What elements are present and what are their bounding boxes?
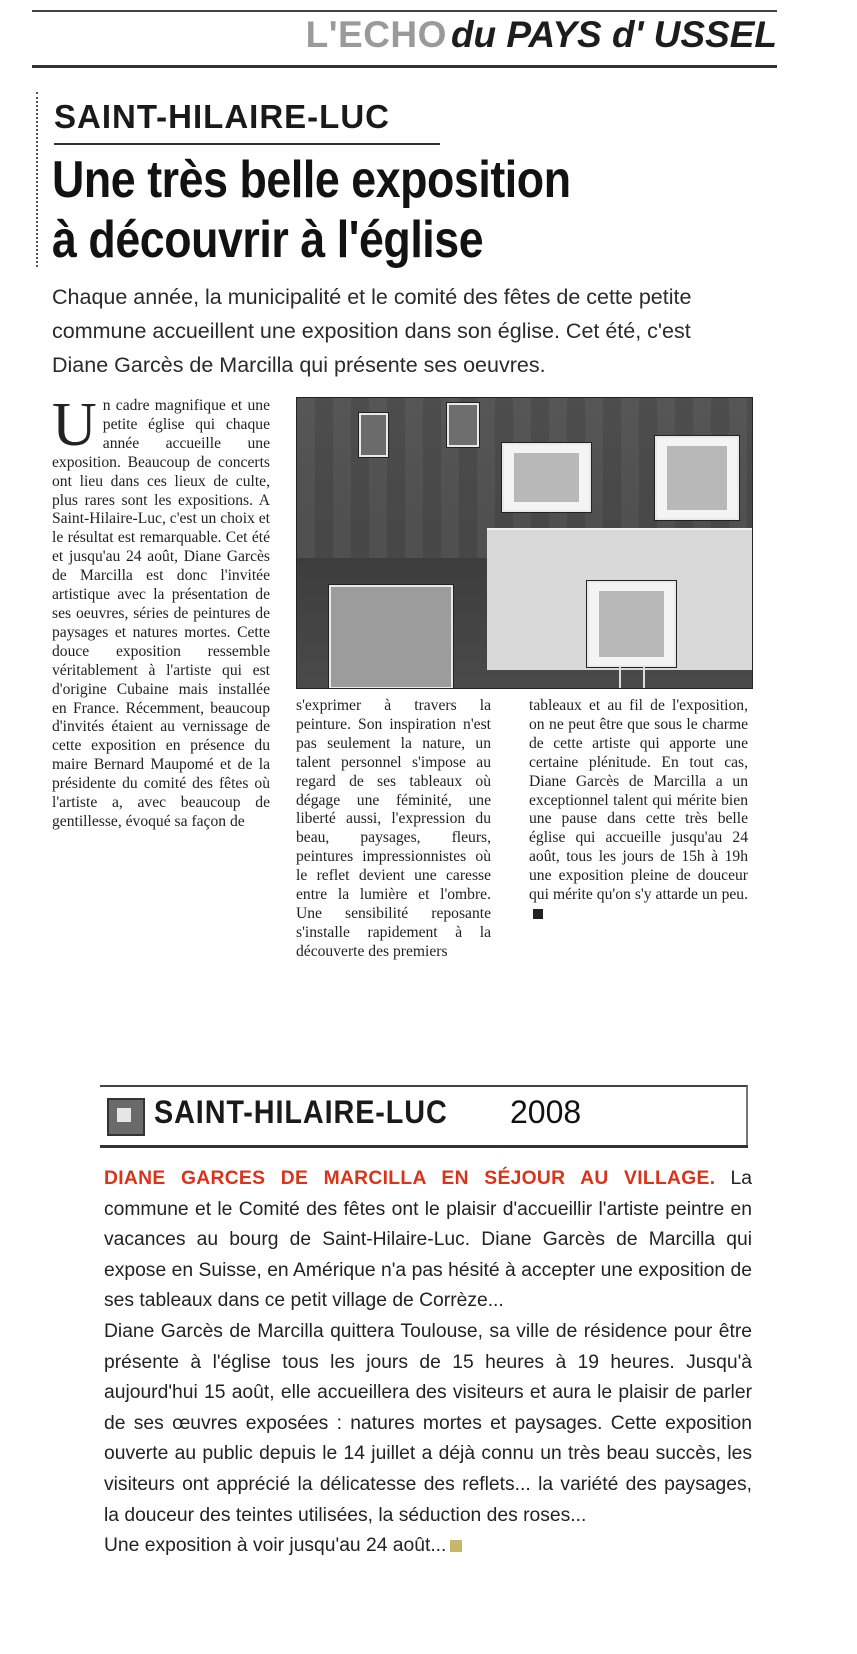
article-kicker: SAINT-HILAIRE-LUC [54,98,390,135]
newspaper-masthead [32,14,777,62]
article2-paragraph-3 [104,1531,752,1562]
article-column-2 [296,697,491,962]
article2-paragraph-2: Diane Garcès de Marcilla quittera Toulouse, sa ville de résidence pour être présente à l'église tous les jours de 15 heures à 19 heures. Jusqu'à aujourd'hui 15 août, elle accueillera des visiteurs et aura le plaisir de parler de ses œuvres exposées : natures mortes et paysages. Cette exposition ouverte au public depuis le 14 juillet a déjà connu un très beau succès, les visiteurs ont apprécié la délicatesse des reflets... la variété des paysages, la douceur des teintes utilisées, la séduction des roses... [104,1320,752,1526]
column-2-text: s'exprimer à travers la peinture. Son inspiration n'est pas seulement la nature, un talent personnel s'impose au regard de ses tableaux où dégage une féminité, une liberté aussi, l'expression du beau, paysages, fleurs, peintures impressionnistes où le reflet devient une caresse entre la lumière et l'ombre. Une sensibilité reposante s'installe rapidement à la découverte des premiers [296,697,491,960]
article-lead: Chaque année, la municipalité et le comité des fêtes de cette petite commune accueillent une exposition dans son église. Cet été, c'est Diane Garcès de Marcilla qui présente ses oeuvres. [52,285,692,377]
article2-title: SAINT-HILAIRE-LUC [154,1094,448,1130]
column-1-text: n cadre magnifique et une petite église qui chaque année accueille une exposition. Beaucoup de concerts ont lieu dans ces lieux de culte, plus rares sont les expositions. A Saint-Hilaire-Luc, c'est un choix et le résultat est remarquable. Cet été et jusqu'au 24 août, Diane Garcès de Marcilla est donc l'invitée artistique avec la présentation de ses oeuvres, séries de peintures de paysages et natures mortes. Cette douce exposition ressemble véritablement à l'artiste qui est d'origine Cubaine mais installée en France. Récemment, beaucoup d'invités étaient au vernissage de cette exposition en présence du maire Bernard Maupomé et de la présidente du comité des fêtes où l'artiste a, avec beaucoup de gentillesse, évoqué sa façon de [52,397,271,830]
masthead-echo: L'ECHO [305,14,447,55]
headline-line-2: à découvrir à l'église [52,211,484,269]
kicker-underline [54,143,440,145]
drop-cap: U [52,391,97,459]
end-of-article2-mark [450,1540,462,1552]
article2-body [104,1164,752,1562]
photo-wall-plaque-2 [447,403,479,447]
article2-lead-red: DIANE GARCES DE MARCILLA EN SÉJOUR AU VILLAGE. [104,1168,716,1189]
article2-year: 2008 [510,1094,582,1130]
article2-para1-text: La commune et le Comité des fêtes ont le plaisir d'accueillir l'artiste peintre en vacances au bourg de Saint-Hilaire-Luc. Diane Garcès de Marcilla qui expose en Suisse, en Amérique n'a pas hésité à accepter une exposition de ses tableaux dans ce petit village de Corrèze... [104,1168,752,1312]
article-column-3 [529,697,748,924]
headline-line-1: Une très belle exposition [52,151,571,209]
masthead-bottom-rule [32,65,777,68]
photo-painting-1 [502,443,591,512]
article2-paragraph-1 [104,1164,752,1317]
masthead-pays: du PAYS d' USSEL [450,14,777,55]
photo-painting-2 [655,436,739,520]
photo-painting-3 [587,581,676,667]
dotted-margin-rule [36,92,38,267]
article-photo [296,397,753,689]
photo-painting-4 [329,585,453,689]
masthead-top-rule [32,10,777,12]
article2-para3-text: Une exposition à voir jusqu'au 24 août... [104,1535,447,1557]
article2-header-rule [100,1145,748,1148]
end-of-article-mark [533,909,543,919]
column-3-text: tableaux et au fil de l'exposition, on ne peut être que sous le charme de cette artiste qui apporte une certaine plénitude. En tout cas, Diane Garcès de Marcilla a un exceptionnel talent qui mérite bien une pause dans cette très belle église qui accueille jusqu'au 24 août, tous les jours de 15h à 19h une exposition pleine de douceur qui mérite qu'on s'y attarde un peu. [529,697,748,904]
article-column-1 [52,391,271,832]
photo-easel [619,666,645,688]
photo-wall-plaque [359,413,388,457]
article-headline [52,150,654,270]
square-bullet-icon [107,1098,145,1136]
